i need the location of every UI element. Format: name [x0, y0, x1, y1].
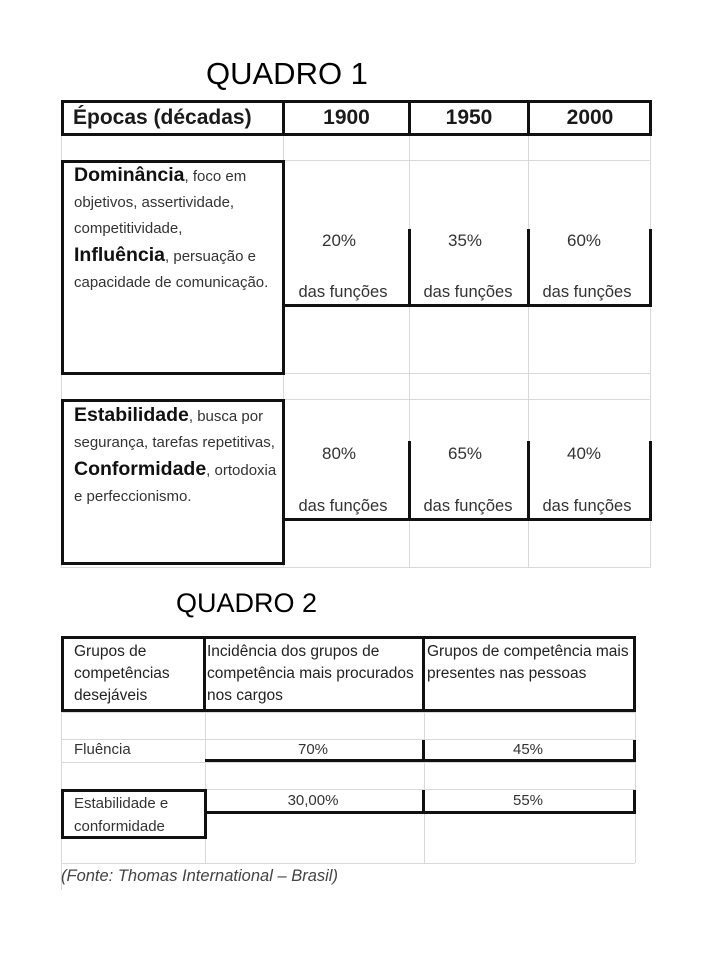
percentage-value: 35% — [447, 231, 483, 250]
row-description: Dominância, foco em objetivos, assertividade, competitividade, Influência, persuação e capacidade de comunicação. — [74, 164, 269, 291]
percentage-value: 20% — [321, 231, 357, 250]
header-year: 1950 — [445, 106, 493, 129]
unit-label: das funções — [542, 497, 632, 515]
unit-label: das funções — [423, 283, 513, 301]
unit-label: das funções — [542, 283, 632, 301]
cargos-value: 70% — [297, 741, 329, 758]
pessoas-value: 45% — [512, 741, 544, 758]
header-grupos: Grupos de competências desejáveis — [74, 643, 170, 704]
unit-label: das funções — [423, 497, 513, 515]
header-incidencia: Incidência dos grupos de competência mais procurados nos cargos — [207, 643, 414, 704]
percentage-value: 80% — [321, 444, 357, 463]
unit-label: das funções — [298, 283, 388, 301]
quadro1-title: QUADRO 1 — [206, 56, 368, 91]
row-label: Fluência — [74, 741, 131, 758]
row-label: Estabilidade e conformidade — [74, 795, 169, 835]
percentage-value: 65% — [447, 444, 483, 463]
row-description: Estabilidade, busca por segurança, tarefas repetitivas, Conformidade, ortodoxia e perfeccionismo. — [74, 404, 277, 505]
header-presentes: Grupos de competência mais presentes nas pessoas — [427, 643, 629, 682]
header-year: 1900 — [323, 106, 370, 129]
percentage-value: 40% — [566, 444, 602, 463]
header-epocas: Épocas (décadas) — [73, 106, 252, 129]
pessoas-value: 55% — [512, 792, 544, 809]
cargos-value: 30,00% — [287, 792, 339, 809]
source-note: (Fonte: Thomas International – Brasil) — [61, 867, 338, 885]
percentage-value: 60% — [566, 231, 602, 250]
quadro2-title: QUADRO 2 — [176, 588, 318, 618]
header-year: 2000 — [566, 106, 614, 129]
unit-label: das funções — [298, 497, 388, 515]
